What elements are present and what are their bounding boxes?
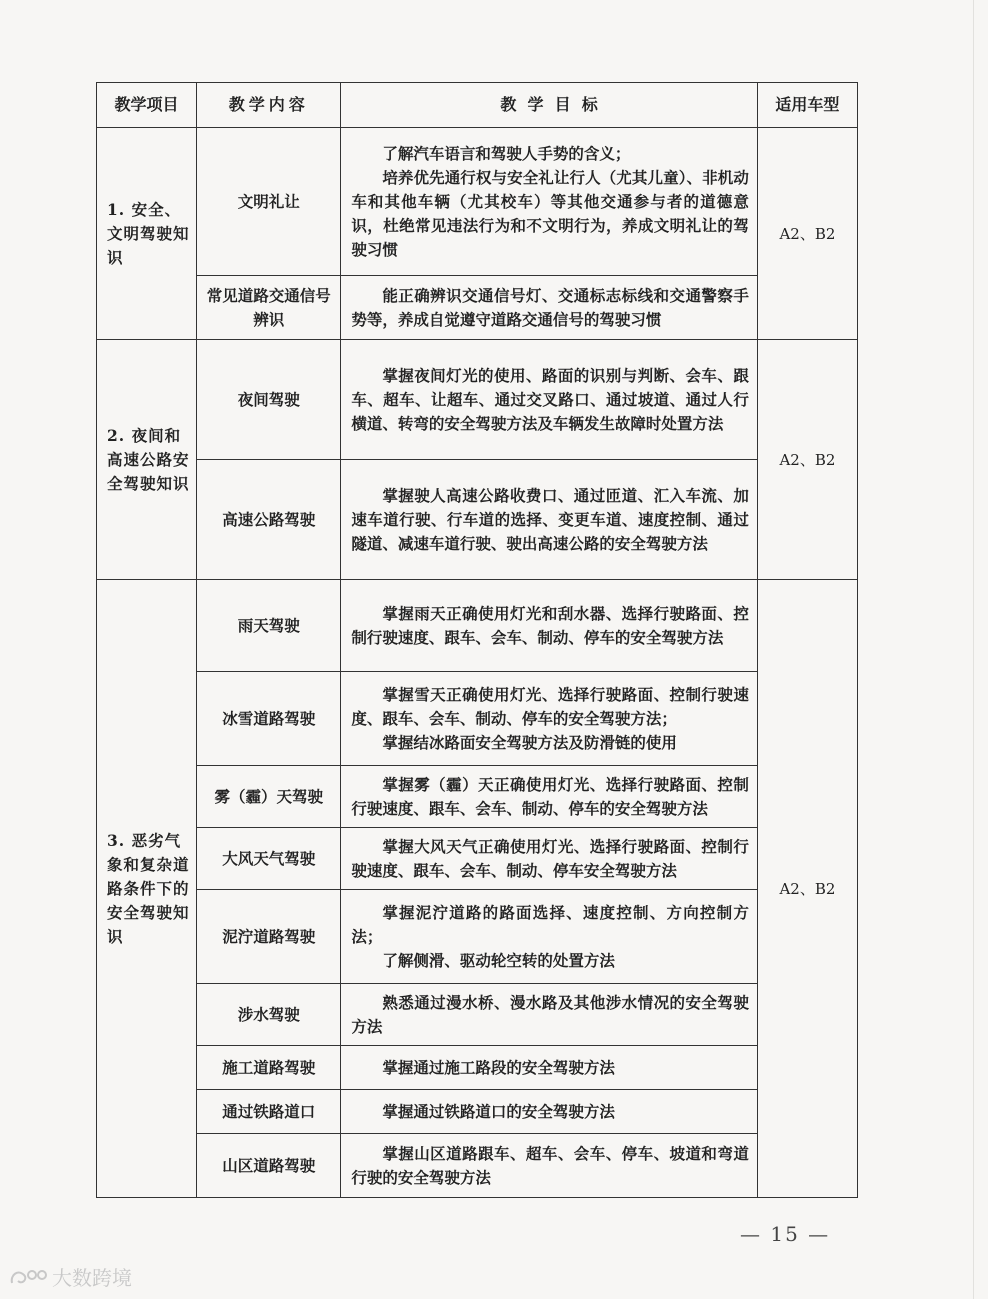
- table-row: [97, 460, 858, 580]
- page-number: — 15 —: [740, 1222, 831, 1246]
- goal-line: 掌握雨天正确使用灯光和刮水器、选择行驶路面、控制行驶速度、跟车、会车、制动、停车的安全驾驶方法: [351, 603, 749, 647]
- watermark-text: 大数跨境: [52, 1266, 132, 1290]
- goal-line: 掌握夜间灯光的使用、路面的识别与判断、会车、跟车、超车、让超车、通过交叉路口、通过坡道、通过人行横道、转弯的安全驾驶方法及车辆发生故障时处置方法: [351, 365, 749, 433]
- content-cell: 雾（霾）天驾驶: [197, 766, 341, 828]
- goal-line: 能正确辨识交通信号灯、交通标志标线和交通警察手势等，养成自觉遵守道路交通信号的驾驶习惯: [351, 285, 749, 329]
- table-row: [97, 580, 858, 672]
- vehicle-cell: A2、B2: [757, 340, 857, 580]
- content-cell: 山区道路驾驶: [197, 1134, 341, 1198]
- watermark: [8, 1262, 132, 1291]
- content-cell: 泥泞道路驾驶: [197, 890, 341, 984]
- goal-line: 了解汽车语言和驾驶人手势的含义；: [382, 143, 631, 163]
- content-cell: 大风天气驾驶: [197, 828, 341, 890]
- goal-cell: [341, 460, 758, 580]
- goal-line: 熟悉通过漫水桥、漫水路及其他涉水情况的安全驾驶方法: [351, 992, 749, 1036]
- goal-line: 掌握通过铁路道口的安全驾驶方法: [382, 1101, 615, 1121]
- table-row: [97, 1134, 858, 1198]
- content-cell: 冰雪道路驾驶: [197, 672, 341, 766]
- goal-cell: [341, 828, 758, 890]
- header-goal: 教 学 目 标: [341, 83, 758, 128]
- content-cell: 文明礼让: [197, 128, 341, 276]
- table-row: [97, 984, 858, 1046]
- table-row: [97, 340, 858, 460]
- goal-line: 了解侧滑、驱动轮空转的处置方法: [382, 950, 615, 970]
- content-cell: 夜间驾驶: [197, 340, 341, 460]
- project-cell: 2. 夜间和高速公路安全驾驶知识: [97, 340, 197, 580]
- vehicle-cell: A2、B2: [757, 128, 857, 340]
- goal-line: 掌握大风天气正确使用灯光、选择行驶路面、控制行驶速度、跟车、会车、制动、停车安全驾驶方法: [351, 836, 749, 880]
- goal-cell: [341, 1134, 758, 1198]
- goal-cell: [341, 580, 758, 672]
- goal-cell: [341, 340, 758, 460]
- goal-line: 培养优先通行权与安全礼让行人（尤其儿童）、非机动车和其他车辆（尤其校车）等其他交通参与者的道德意识，杜绝常见违法行为和不文明行为，养成文明礼让的驾驶习惯: [351, 167, 749, 259]
- goal-line: 掌握泥泞道路的路面选择、速度控制、方向控制方法；: [351, 902, 749, 946]
- content-cell: 高速公路驾驶: [197, 460, 341, 580]
- goal-cell: [341, 1046, 758, 1090]
- teaching-content-table: [96, 82, 858, 1198]
- goal-line: 掌握通过施工路段的安全驾驶方法: [382, 1057, 615, 1077]
- goal-cell: [341, 128, 758, 276]
- goal-line: 掌握雪天正确使用灯光、选择行驶路面、控制行驶速度、跟车、会车、制动、停车的安全驾驶方法；: [351, 684, 749, 728]
- table-row: [97, 128, 858, 276]
- goal-cell: [341, 766, 758, 828]
- goal-line: 掌握山区道路跟车、超车、会车、停车、坡道和弯道行驶的安全驾驶方法: [351, 1143, 749, 1187]
- header-project: 教学项目: [97, 83, 197, 128]
- content-cell: 常见道路交通信号辨识: [197, 276, 341, 340]
- table-row: [97, 276, 858, 340]
- table-row: [97, 890, 858, 984]
- goal-line: 掌握驶人高速公路收费口、通过匝道、汇入车流、加速车道行驶、行车道的选择、变更车道、速度控制、通过隧道、减速车道行驶、驶出高速公路的安全驾驶方法: [351, 485, 749, 553]
- content-cell: 通过铁路道口: [197, 1090, 341, 1134]
- table-row: [97, 672, 858, 766]
- table-row: [97, 1046, 858, 1090]
- table-header-row: [97, 83, 858, 128]
- project-cell: 3. 恶劣气象和复杂道路条件下的安全驾驶知识: [97, 580, 197, 1198]
- project-cell: 1. 安全、文明驾驶知识: [97, 128, 197, 340]
- table-row: [97, 828, 858, 890]
- goal-line: 掌握雾（霾）天正确使用灯光、选择行驶路面、控制行驶速度、跟车、会车、制动、停车的安全驾驶方法: [351, 774, 749, 818]
- goal-line: 掌握结冰路面安全驾驶方法及防滑链的使用: [382, 732, 677, 752]
- content-cell: 施工道路驾驶: [197, 1046, 341, 1090]
- watermark-logo-icon: [8, 1265, 48, 1289]
- goal-cell: [341, 672, 758, 766]
- vehicle-cell: A2、B2: [757, 580, 857, 1198]
- goal-cell: [341, 984, 758, 1046]
- table-row: [97, 1090, 858, 1134]
- content-cell: 雨天驾驶: [197, 580, 341, 672]
- table-row: [97, 766, 858, 828]
- goal-cell: [341, 890, 758, 984]
- header-vehicle: 适用车型: [757, 83, 857, 128]
- goal-cell: [341, 1090, 758, 1134]
- goal-cell: [341, 276, 758, 340]
- page-edge-line: [973, 0, 974, 1299]
- header-content: 教学内容: [197, 83, 341, 128]
- content-cell: 涉水驾驶: [197, 984, 341, 1046]
